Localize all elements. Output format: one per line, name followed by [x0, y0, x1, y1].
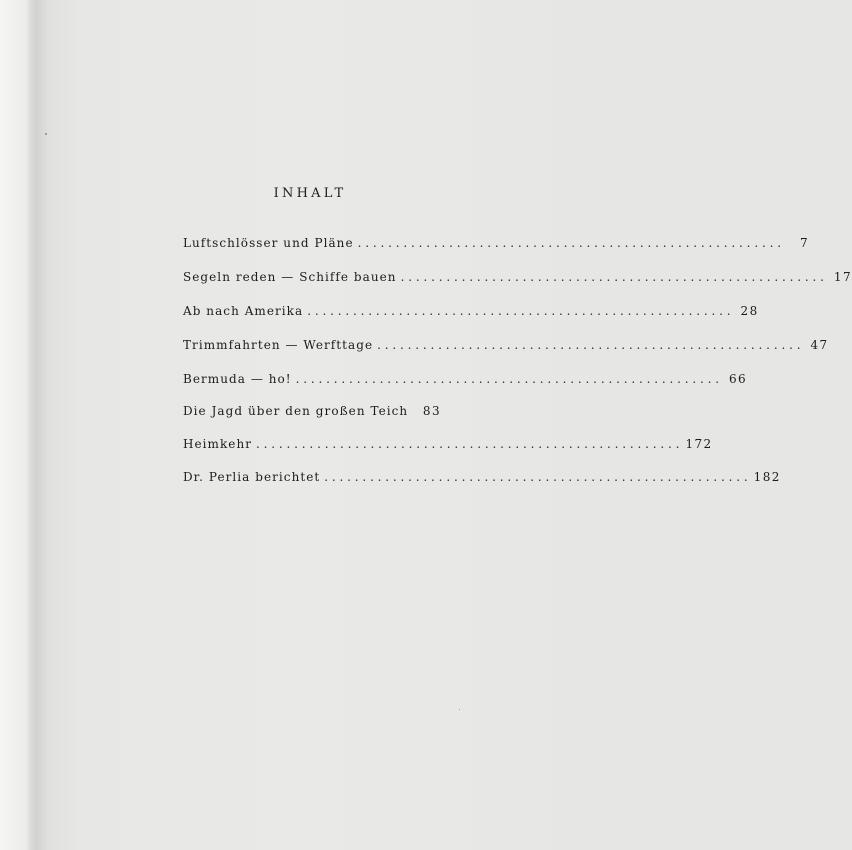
toc-entry-title: Dr. Perlia berichtet: [183, 470, 321, 484]
toc-entry: [183, 470, 781, 490]
toc-entry-title: Heimkehr: [183, 437, 253, 451]
toc-entry-page: 83: [422, 404, 441, 418]
toc-entry-page: 47: [810, 338, 829, 352]
toc-dot-leader: [324, 470, 747, 484]
paper-speck: [459, 709, 460, 710]
toc-dot-leader: [377, 338, 800, 352]
toc-dot-leader: [256, 437, 679, 451]
toc-entry-page: 182: [753, 470, 781, 484]
toc-entry-title: Segeln reden — Schiffe bauen: [183, 270, 397, 284]
toc-entry: [183, 304, 759, 324]
toc-dot-leader: [401, 270, 824, 284]
toc-entry: [183, 236, 810, 256]
toc-entry-title: Ab nach Amerika: [183, 304, 304, 318]
toc-entry: [183, 270, 852, 290]
paper-speck: [45, 133, 47, 135]
toc-entry: [183, 372, 748, 392]
toc-entry-title: Trimmfahrten — Werfttage: [183, 338, 374, 352]
toc-dot-leader: [412, 404, 413, 418]
contents-heading: INHALT: [273, 186, 347, 201]
toc-entry: [183, 404, 440, 424]
toc-dot-leader: [307, 304, 730, 318]
toc-entry: [183, 338, 829, 358]
toc-entry-title: Luftschlösser und Pläne: [183, 236, 354, 250]
toc-dot-leader: [296, 372, 719, 386]
toc-entry-title: Die Jagd über den großen Teich: [183, 404, 409, 418]
toc-dot-leader: [358, 236, 781, 250]
toc-entry-page: 66: [728, 372, 748, 386]
toc-entry-title: Bermuda — ho!: [183, 372, 292, 386]
toc-entry-page: 17: [833, 270, 852, 284]
toc-entry-page: 28: [740, 304, 759, 318]
page-gutter-shadow: [0, 0, 30, 850]
toc-entry-page: 172: [685, 437, 713, 451]
toc-entry-page: 7: [799, 236, 810, 250]
toc-entry: [183, 437, 713, 457]
